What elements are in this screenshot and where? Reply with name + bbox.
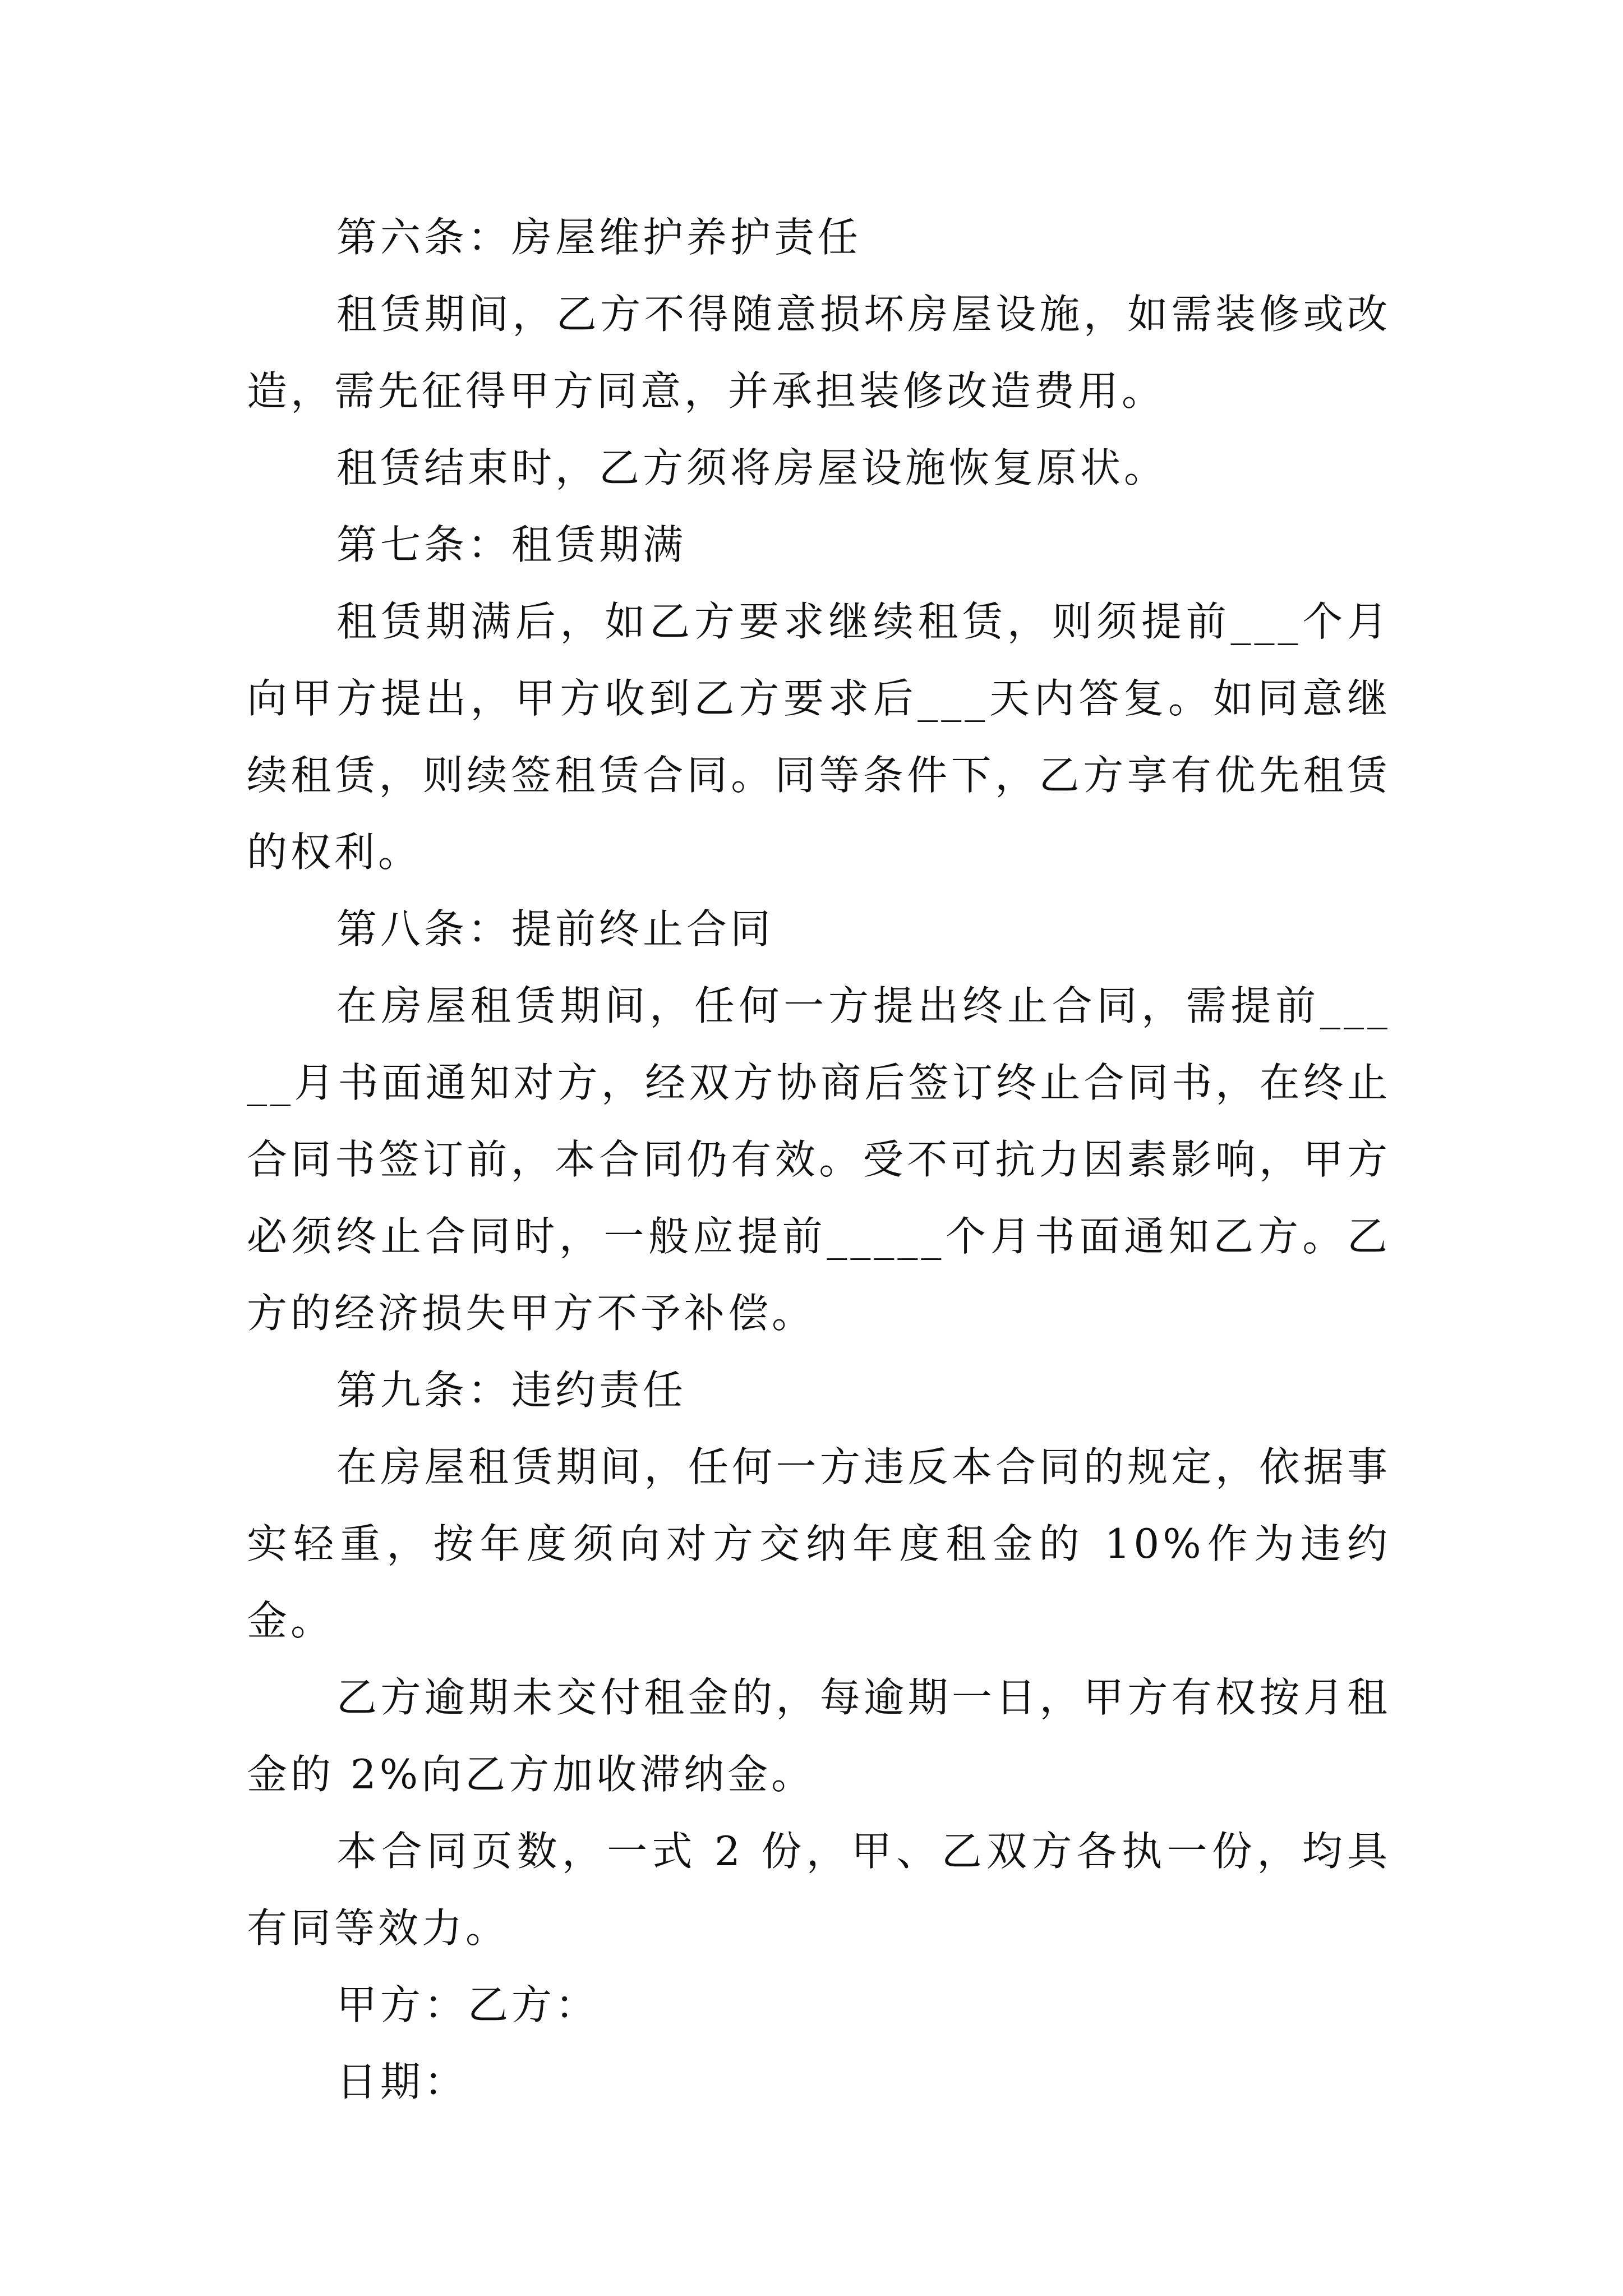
article-9-paragraph-2: 乙方逾期未交付租金的，每逾期一日，甲方有权按月租金的 2%向乙方加收滞纳金。: [247, 1674, 1391, 1798]
party-signature-line: 甲方：乙方：: [336, 1981, 600, 2028]
article-7-heading: 第七条：租赁期满: [336, 521, 687, 568]
article-8-paragraph: 在房屋租赁期间，任何一方提出终止合同，需提前_____月书面通知对方，经双方协商后签订终止合同书，在终止合同书签订前，本合同仍有效。受不可抗力因素影响，甲方必须终止合同时，一般应提前_____个月书面通知乙方。乙方的经济损失甲方不予补偿。: [247, 982, 1391, 1337]
contract-body: [247, 199, 1391, 2120]
article-6-paragraph-1: 租赁期间，乙方不得随意损坏房屋设施，如需装修或改造，需先征得甲方同意，并承担装修改造费用。: [247, 291, 1391, 415]
article-8-heading: 第八条：提前终止合同: [336, 905, 774, 953]
copies-clause: 本合同页数，一式 2 份，甲、乙双方各执一份，均具有同等效力。: [247, 1828, 1391, 1952]
article-9-heading: 第九条：违约责任: [336, 1366, 687, 1414]
article-6-heading: 第六条：房屋维护养护责任: [336, 214, 862, 261]
article-7-paragraph: 租赁期满后，如乙方要求继续租赁，则须提前___个月向甲方提出，甲方收到乙方要求后___天内答复。如同意继续租赁，则续签租赁合同。同等条件下，乙方享有优先租赁的权利。: [247, 598, 1391, 876]
article-6-paragraph-2: 租赁结束时，乙方须将房屋设施恢复原状。: [336, 444, 1168, 491]
date-line: 日期：: [336, 2058, 468, 2105]
article-9-paragraph-1: 在房屋租赁期间，任何一方违反本合同的规定，依据事实轻重，按年度须向对方交纳年度租金的 10%作为违约金。: [247, 1443, 1391, 1644]
